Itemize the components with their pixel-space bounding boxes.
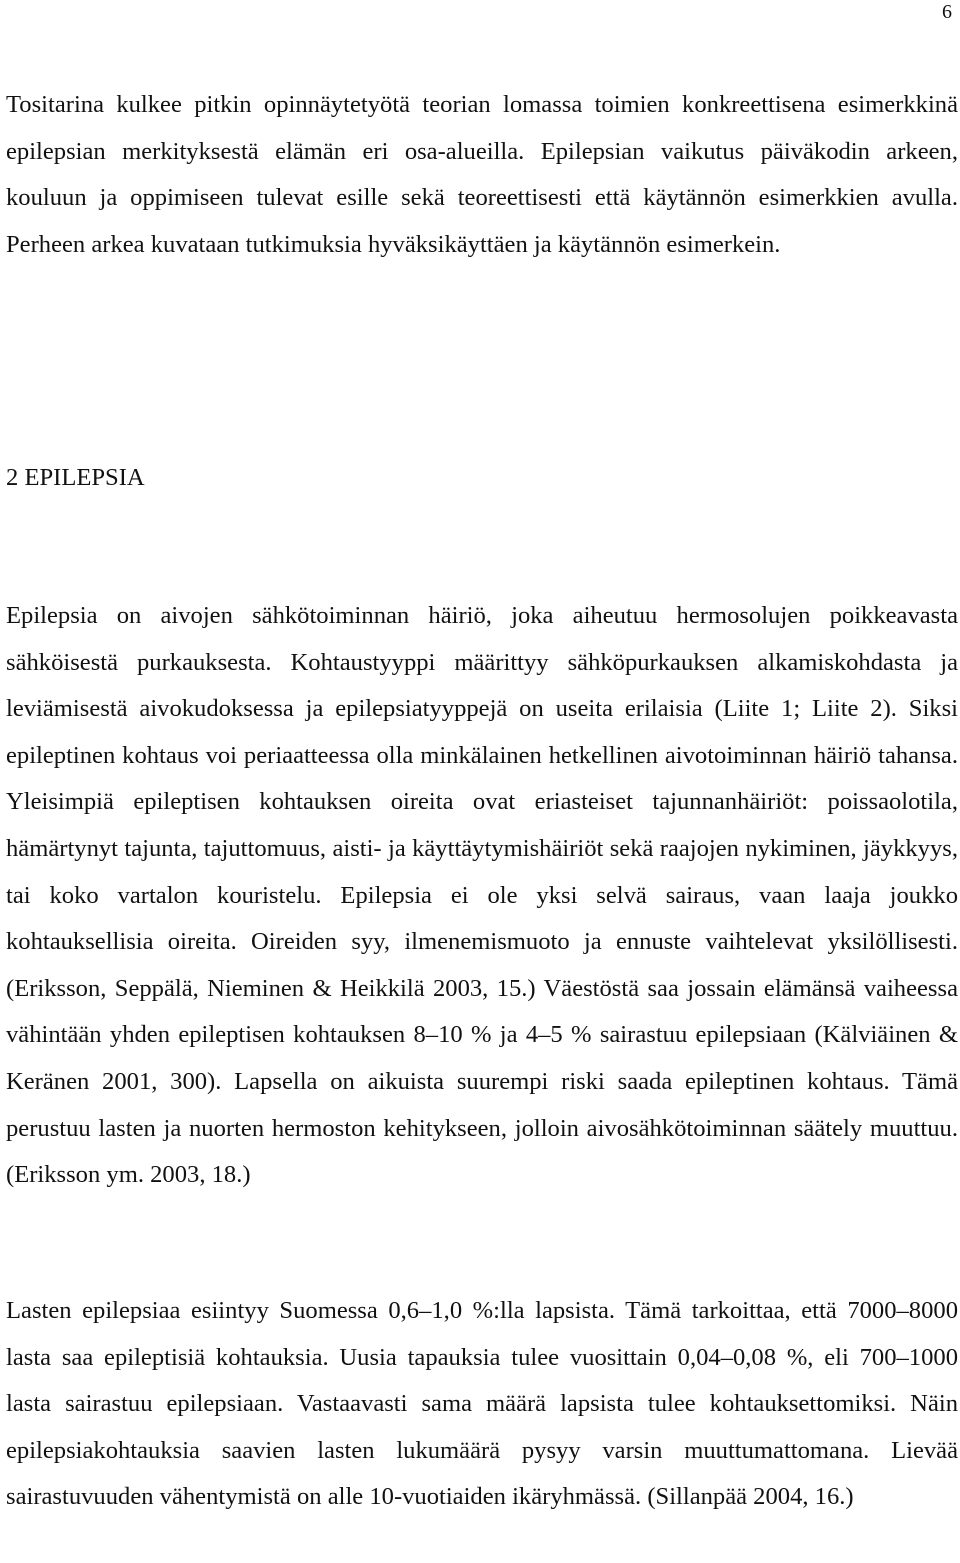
page-number: 6 (942, 1, 952, 23)
epilepsy-definition-paragraph: Epilepsia on aivojen sähkötoiminnan häiriö, joka aiheutuu hermosolujen poikkeavasta sähköisestä purkauksesta. Kohtaustyyppi määrittyy sähköpurkauksen alkamiskohdasta ja leviämisestä aivokudoksessa ja epilepsiatyyppejä on useita erilaisia (Liite 1; Liite 2). Siksi epileptinen kohtaus voi periaatteessa olla minkälainen hetkellinen aivotoiminnan häiriö tahansa. Yleisimpiä epileptisen kohtauksen oireita ovat eriasteiset tajunnanhäiriöt: poissaolotila, hämärtynyt tajunta, tajuttomuus, aisti- ja käyttäytymishäiriöt sekä raajojen nykiminen, jäykkyys, tai koko vartalon kouristelu. Epilepsia ei ole yksi selvä sairaus, vaan laaja joukko kohtauksellisia oireita. Oireiden syy, ilmenemismuoto ja ennuste vaihtelevat yksilöllisesti. (Eriksson, Seppälä, Nieminen & Heikkilä 2003, 15.) Väestöstä saa jossain elämänsä vaiheessa vähintään yhden epileptisen kohtauksen 8–10 % ja 4–5 % sairastuu epilepsiaan (Kälviäinen & Keränen 2001, 300). Lapsella on aikuista suurempi riski saada epileptinen kohtaus. Tämä perustuu lasten ja nuorten hermoston kehitykseen, jolloin aivosähkötoiminnan säätely muuttuu. (Eriksson ym. 2003, 18.) (6, 602, 958, 1189)
section-heading: 2 EPILEPSIA (6, 464, 145, 491)
intro-paragraph: Tositarina kulkee pitkin opinnäytetyötä teorian lomassa toimien konkreettisena esimerkkinä epilepsian merkityksestä elämän eri osa-alueilla. Epilepsian vaikutus päiväkodin arkeen, kouluun ja oppimiseen tulevat esille sekä teoreettisesti että käytännön esimerkkien avulla. Perheen arkea kuvataan tutkimuksia hyväksikäyttäen ja käytännön esimerkein. (6, 91, 958, 258)
child-epilepsy-paragraph: Lasten epilepsiaa esiintyy Suomessa 0,6–1,0 %:lla lapsista. Tämä tarkoittaa, että 7000–8000 lasta saa epileptisiä kohtauksia. Uusia tapauksia tulee vuosittain 0,04–0,08 %, eli 700–1000 lasta sairastuu epilepsiaan. Vastaavasti sama määrä lapsista tulee kohtauksettomiksi. Näin epilepsiakohtauksia saavien lasten lukumäärä pysyy varsin muuttumattomana. Lievää sairastuvuuden vähentymistä on alle 10-vuotiaiden ikäryhmässä. (Sillanpää 2004, 16.) (6, 1297, 958, 1511)
